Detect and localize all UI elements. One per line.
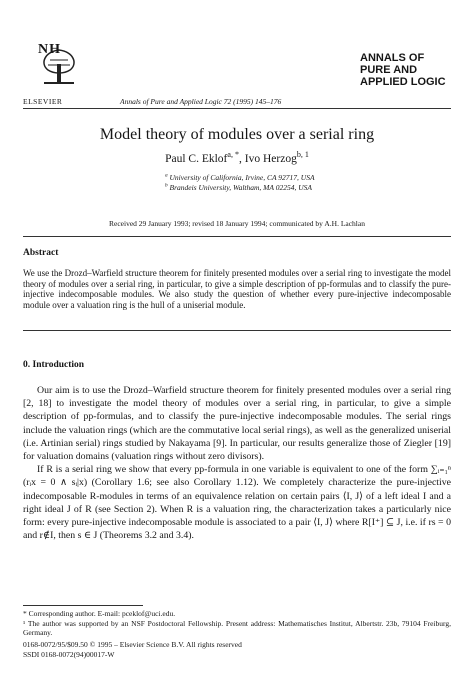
paper-title: Model theory of modules over a serial ring: [99, 126, 375, 143]
footnote: * Corresponding author. E-mail: pceklof@uci.edu.: [23, 609, 176, 618]
issn-line: 0168-0072/95/$09.50 © 1995 – Elsevier Science B.V. All rights reserved: [23, 640, 242, 649]
author-affil-mark: b, 1: [296, 150, 309, 160]
intro-body: [23, 384, 451, 542]
affiliation-mark: b: [165, 182, 168, 189]
publisher-mark: NH: [38, 42, 61, 57]
body-paragraph: If R is a serial ring we show that every pp-formula in one variable is equivalent to one of the form ∑ᵢ₌₁ⁿ (rᵢx = 0 ∧ sᵢ|x) (Corollary 1.6; see also Corollary 1.12). We completely characterize the pure-injective indecomposable R-modules in terms of an equivalence relation on certain pairs ⟨I, J⟩ of a left ideal I and a right ideal J of R (see Section 2). When R is a valuation ring, the characterization takes a particularly nice form: every pure-injective indecomposable module is associated to a pair ⟨I, J⟩ where R[I⁺] ⊆ J, i.e. if rs = 0 and r∉I, then s ∈ J (Theorems 3.2 and 3.4).: [23, 464, 451, 542]
publisher-name: ELSEVIER: [23, 97, 63, 106]
body-paragraph: Our aim is to use the Drozd–Warfield structure theorem for finitely presented modules over a serial ring [2, 18] to investigate the model theory of modules over a serial ring, in particular, to give a simple description of pp-formulas, and to classify the pure-injective indecomposable modules. The serial rings include the valuation rings (which are the commutative local serial rings), as well as the generalized uniserial (i.e. Artinian serial) rings studied by Nakayama [9]. In particular, our results generalize those of Ziegler [19] for valuation domains (valuation rings without zero divisors).: [23, 385, 451, 463]
author-affil-mark: a, *: [227, 150, 240, 160]
journal-name: [360, 52, 455, 88]
page-footer: [23, 640, 242, 659]
footnotes: [23, 609, 451, 638]
journal-name-line: PURE AND: [360, 64, 418, 76]
abstract-heading: Abstract: [23, 248, 59, 258]
author-list: [0, 150, 474, 165]
header-rule: [23, 108, 451, 109]
separator-rule: [23, 236, 451, 237]
affiliation-text: University of California, Irvine, CA 92717, USA: [169, 173, 315, 182]
separator-rule: [23, 330, 451, 331]
journal-citation: Annals of Pure and Applied Logic 72 (1995) 145–176: [120, 97, 282, 106]
affiliation-text: Brandeis University, Waltham, MA 02254, USA: [169, 183, 312, 192]
author-name: Ivo Herzog: [244, 153, 297, 165]
ssdi-line: SSDI 0168-0072(94)00017-W: [23, 649, 115, 659]
abstract-text: We use the Drozd–Warfield structure theorem for finitely presented modules over a serial ring to investigate the model theory of modules over a serial ring, in particular, to give a simple description of pp-formulas and to classify the pure-injective indecomposable modules. We also study the question of whether every pure-injective indecomposable module over a valuation ring is the hull of a uniserial module.: [23, 268, 451, 310]
affiliation-mark: a: [165, 172, 168, 179]
affiliation: [165, 173, 315, 182]
journal-name-line: ANNALS OF: [360, 52, 425, 64]
affiliation: [165, 183, 312, 192]
author-separator: ,: [239, 153, 245, 165]
author-name: Paul C. Eklof: [165, 153, 228, 165]
section-heading: 0. Introduction: [23, 360, 85, 370]
footnote-rule: [23, 605, 143, 606]
received-line: Received 29 January 1993; revised 18 January 1994; communicated by A.H. Lachlan: [109, 219, 365, 228]
journal-name-line: APPLIED LOGIC: [360, 76, 446, 88]
footnote: ¹ The author was supported by an NSF Postdoctoral Fellowship. Present address: Mathematisches Institut, Albertstr. 23b, 79104 Freiburg, Germany.: [23, 618, 451, 638]
